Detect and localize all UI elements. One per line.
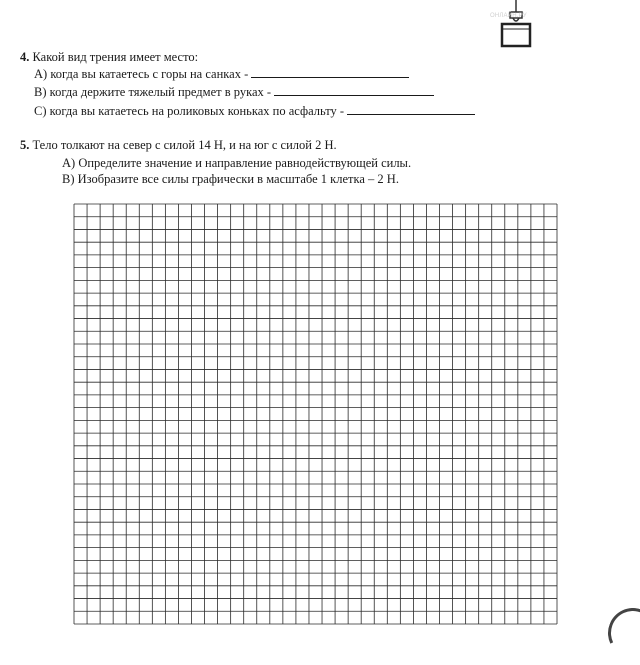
q4-option-b — [34, 84, 434, 99]
q5-text: Тело толкают на север с силой 14 Н, и на юг с силой 2 Н. — [32, 138, 337, 152]
q4-option-c — [34, 103, 475, 118]
page-curl-icon — [601, 601, 640, 665]
watermark: ОНЛАЙН.РУ — [490, 13, 527, 19]
q4-option-b-text: В) когда держите тяжелый предмет в руках - — [34, 85, 272, 99]
graph-paper-grid[interactable] — [73, 203, 559, 627]
q5-title — [20, 138, 337, 152]
q4-option-a — [34, 66, 409, 81]
q5-number: 5. — [20, 138, 30, 152]
q4-answer-line-c[interactable] — [347, 103, 475, 115]
q4-option-c-text: С) когда вы катаетесь на роликовых коньках по асфальту - — [34, 104, 345, 118]
q5-task-a: А) Определите значение и направление равнодействующей силы. — [62, 156, 412, 170]
weight-icon — [496, 0, 536, 48]
q4-text: Какой вид трения имеет место: — [32, 50, 199, 64]
q4-answer-line-b[interactable] — [274, 84, 434, 96]
q4-option-a-text: А) когда вы катаетесь с горы на санках - — [34, 67, 249, 81]
q4-answer-line-a[interactable] — [251, 66, 409, 78]
q4-title — [20, 50, 198, 64]
q4-number: 4. — [20, 50, 30, 64]
q5-task-b: В) Изобразите все силы графически в масштабе 1 клетка – 2 Н. — [62, 172, 399, 186]
